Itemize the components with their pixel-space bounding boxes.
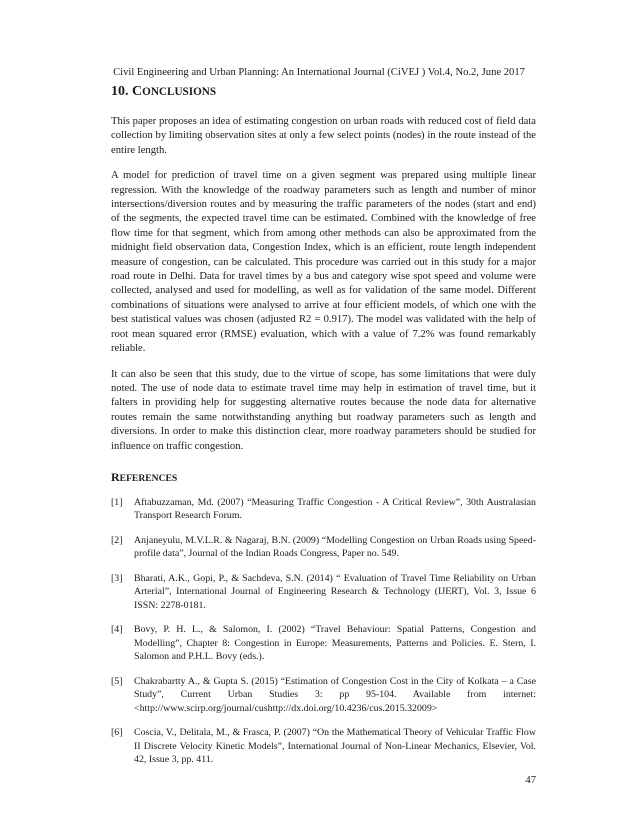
reference-item	[111, 534, 536, 561]
reference-number: [1]	[111, 496, 123, 508]
reference-text: Bharati, A.K., Gopi, P., & Sachdeva, S.N. (2014) “ Evaluation of Travel Time Reliability on Urban Arterial”, International Journal of Engineering Research & Technology (IJERT), Vol. 3, Issue 6 ISSN: 2278-0181.	[134, 572, 536, 611]
reference-text: Aftabuzzaman, Md. (2007) “Measuring Traffic Congestion - A Critical Review”, 30th Australasian Transport Research Forum.	[134, 496, 536, 522]
page-number: 47	[525, 775, 536, 786]
section-title-rest: ONCLUSIONS	[142, 86, 217, 98]
references-heading	[111, 469, 536, 487]
reference-text: Chakrabartty A., & Gupta S. (2015) “Estimation of Congestion Cost in the City of Kolkata – a Case Study”, Current Urban Studies 3: pp 95-104. Available from internet: <http://www.scirp.org/journal/cushttp://dx.doi.org/10.4236/cus.2015.32009>	[134, 675, 536, 714]
page-content	[111, 83, 536, 778]
references-heading-initial: R	[111, 469, 120, 484]
reference-item	[111, 726, 536, 767]
section-number: 10.	[111, 84, 129, 99]
references-heading-rest: EFERENCES	[119, 472, 178, 484]
reference-number: [4]	[111, 624, 123, 636]
reference-number: [2]	[111, 534, 123, 546]
conclusion-paragraph-1: This paper proposes an idea of estimating congestion on urban roads with reduced cost of field data collection by limiting observation sites at only a few select points (nodes) in the route instead of the entire length.	[111, 116, 536, 156]
running-header: Civil Engineering and Urban Planning: An International Journal (CiVEJ ) Vol.4, No.2, June 2017	[113, 67, 525, 78]
reference-item	[111, 675, 536, 716]
reference-item	[111, 496, 536, 523]
reference-number: [5]	[111, 675, 123, 687]
section-title-initial: C	[132, 84, 143, 99]
reference-text: Coscia, V., Delitala, M., & Frasca, P. (2007) “On the Mathematical Theory of Vehicular Traffic Flow II Discrete Velocity Kinetic Models”, International Journal of Non-Linear Mechanics, Elsevier, Vol. 42, Issue 3, pp. 411.	[134, 727, 536, 766]
reference-list	[111, 496, 536, 767]
reference-item	[111, 623, 536, 664]
reference-text: Anjaneyulu, M.V.L.R. & Nagaraj, B.N. (2009) “Modelling Congestion on Urban Roads using Speed-profile data”, Journal of the Indian Roads Congress, Paper no. 549.	[134, 534, 536, 560]
conclusion-paragraph-2: A model for prediction of travel time on a given segment was prepared using multiple linear regression. With the knowledge of the roadway parameters such as length and number of minor intersections/diversion routes and by measuring the traffic parameters of the nodes (start and end) of the segments, the expected travel time can be estimated. Combined with the knowledge of free flow time for that segment, which from among other methods can also be approximated from the midnight field observation data, Congestion Index, which is an efficient, route length independent measure of congestion, can be calculated. This procedure was carried out in this study for a major road route in Delhi. Data for travel times by a bus and category wise spot speed and volume were collected, analysed and used for modelling, as well as for validation of the same model. Different combinations of situations were analysed to arrive at four efficient models, of which one with the best statistical values was chosen (adjusted R2 = 0.917). The model was validated with the help of root mean squared error (RMSE) evaluation, which with a value of 7.2% was found remarkably reliable.	[111, 170, 536, 355]
reference-text: Bovy, P. H. L., & Salomon, I. (2002) “Travel Behaviour: Spatial Patterns, Congestion and Modelling”, Chapter 8: Congestion in Europe: Measurements, Patterns and Policies. E. Stern, I. Salomon and P.H.L. Bovy (eds.).	[134, 624, 536, 663]
reference-item	[111, 572, 536, 613]
section-heading	[111, 83, 536, 101]
reference-number: [3]	[111, 572, 123, 584]
conclusion-paragraph-3: It can also be seen that this study, due to the virtue of scope, has some limitations that were duly noted. The use of node data to estimate travel time may help in estimation of travel time, but it falters in providing help for suggesting alternative routes because the node data for alternative routes remain the same notwithstanding anything but roadway parameters such as length and diversions. In order to make this distinction clear, more roadway parameters should be studied for influence on traffic congestion.	[111, 368, 536, 452]
reference-number: [6]	[111, 727, 123, 739]
